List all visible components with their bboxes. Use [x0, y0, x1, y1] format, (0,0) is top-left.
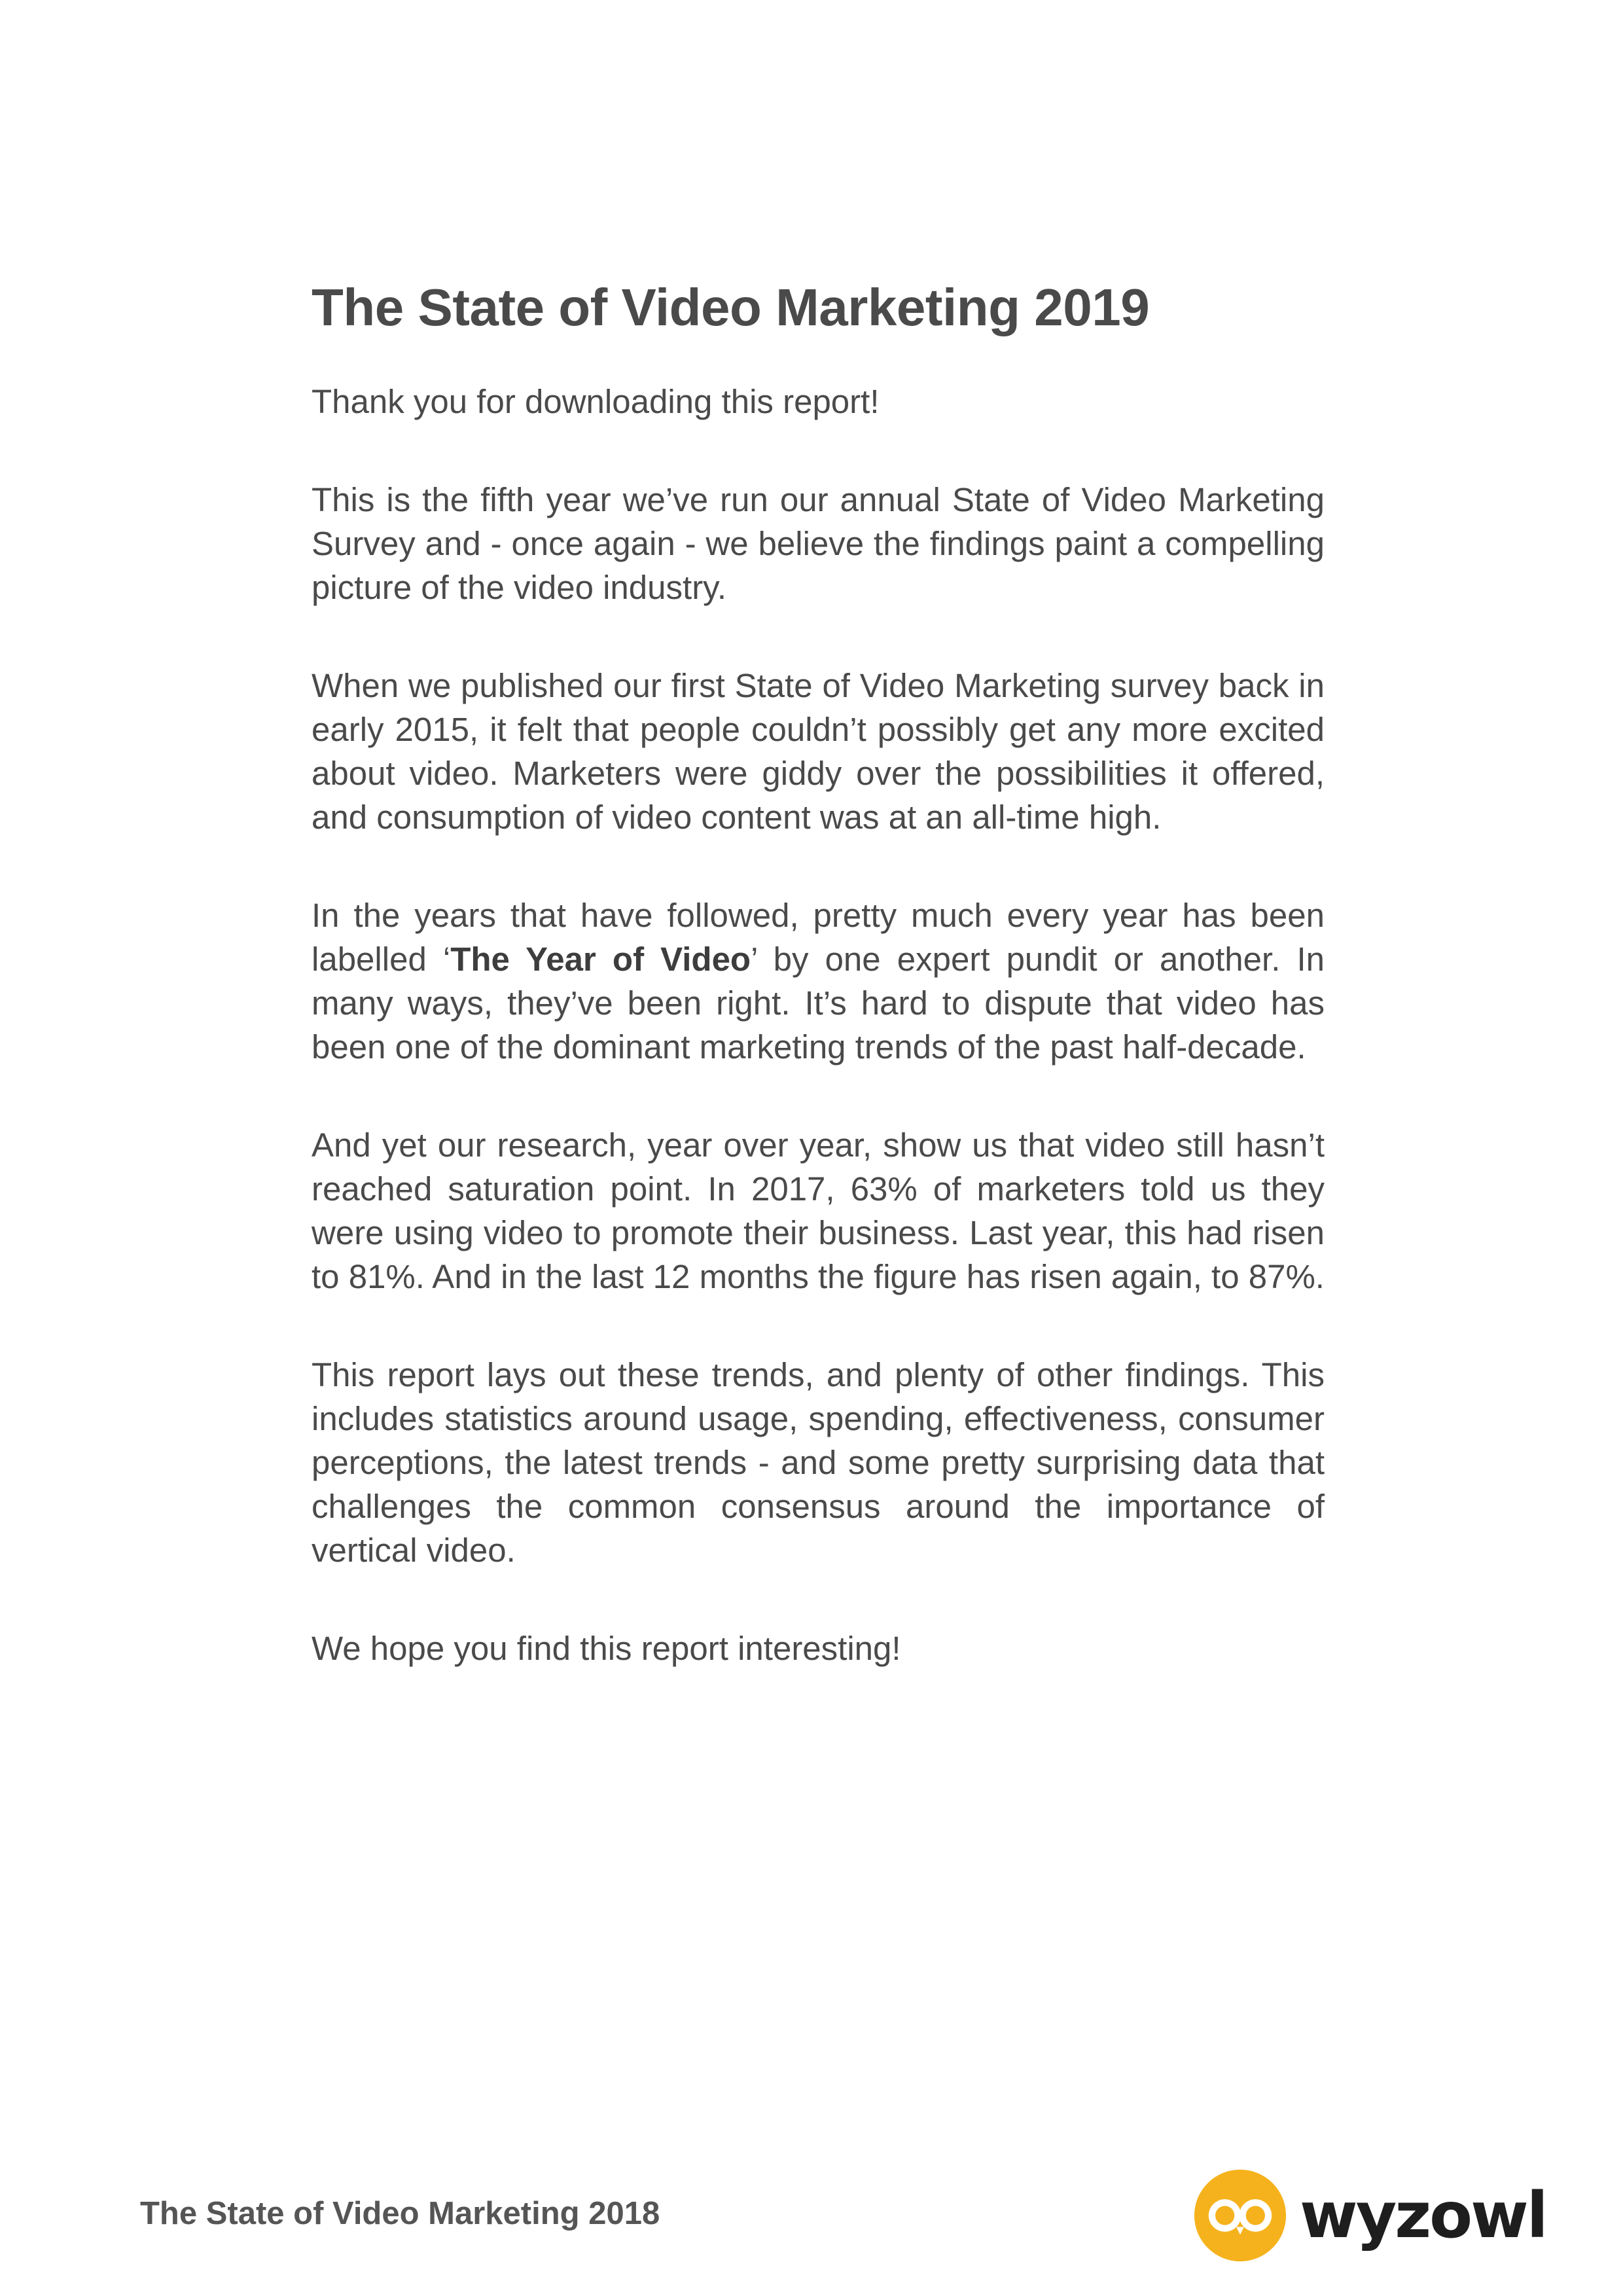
- logo-wordmark: wyzowl: [1300, 2179, 1546, 2252]
- paragraph-year-of-video: [312, 893, 1325, 1069]
- footer-title: The State of Video Marketing 2018: [140, 2196, 660, 2231]
- paragraph-year-of-video-start: In the years that have followed, pretty much every year has been labelled ‘: [312, 897, 1325, 978]
- wyzowl-logo: [1192, 2166, 1546, 2265]
- year-of-video-emphasis: The Year of Video: [450, 941, 751, 978]
- paragraph-closing: We hope you find this report interesting!: [312, 1630, 901, 1667]
- paragraph-findings: This report lays out these trends, and plenty of other findings. This includes statistics around usage, spending, effectiveness, consumer perceptions, the latest trends - and some pretty surprising data that challenges the common consensus around the importance of vertical video.: [312, 1356, 1325, 1569]
- paragraph-year-of-video-end: ’ by one expert pundit or another. In many ways, they’ve been right. It’s hard to dispute that video has been one of the dominant marketing trends of the past half-decade.: [312, 941, 1325, 1066]
- paragraph-first-survey: When we published our first State of Video Marketing survey back in early 2015, it felt that people couldn’t possibly get any more excited about video. Marketers were giddy over the possibilities it offered, and consumption of video content was at an all-time high.: [312, 667, 1325, 836]
- paragraph-saturation: And yet our research, year over year, show us that video still hasn’t reached saturation point. In 2017, 63% of marketers told us they were using video to promote their business. Last year, this had risen to 81%. And in the last 12 months the figure has risen again, to 87%.: [312, 1126, 1325, 1295]
- page-title: The State of Video Marketing 2019: [312, 278, 1150, 336]
- paragraph-thanks: Thank you for downloading this report!: [312, 383, 880, 420]
- paragraph-fifth-year: This is the fifth year we’ve run our annual State of Video Marketing Survey and - once again - we believe the findings paint a compelling picture of the video industry.: [312, 481, 1325, 606]
- owl-face-icon: [1192, 2168, 1288, 2263]
- report-intro: [312, 275, 1325, 1725]
